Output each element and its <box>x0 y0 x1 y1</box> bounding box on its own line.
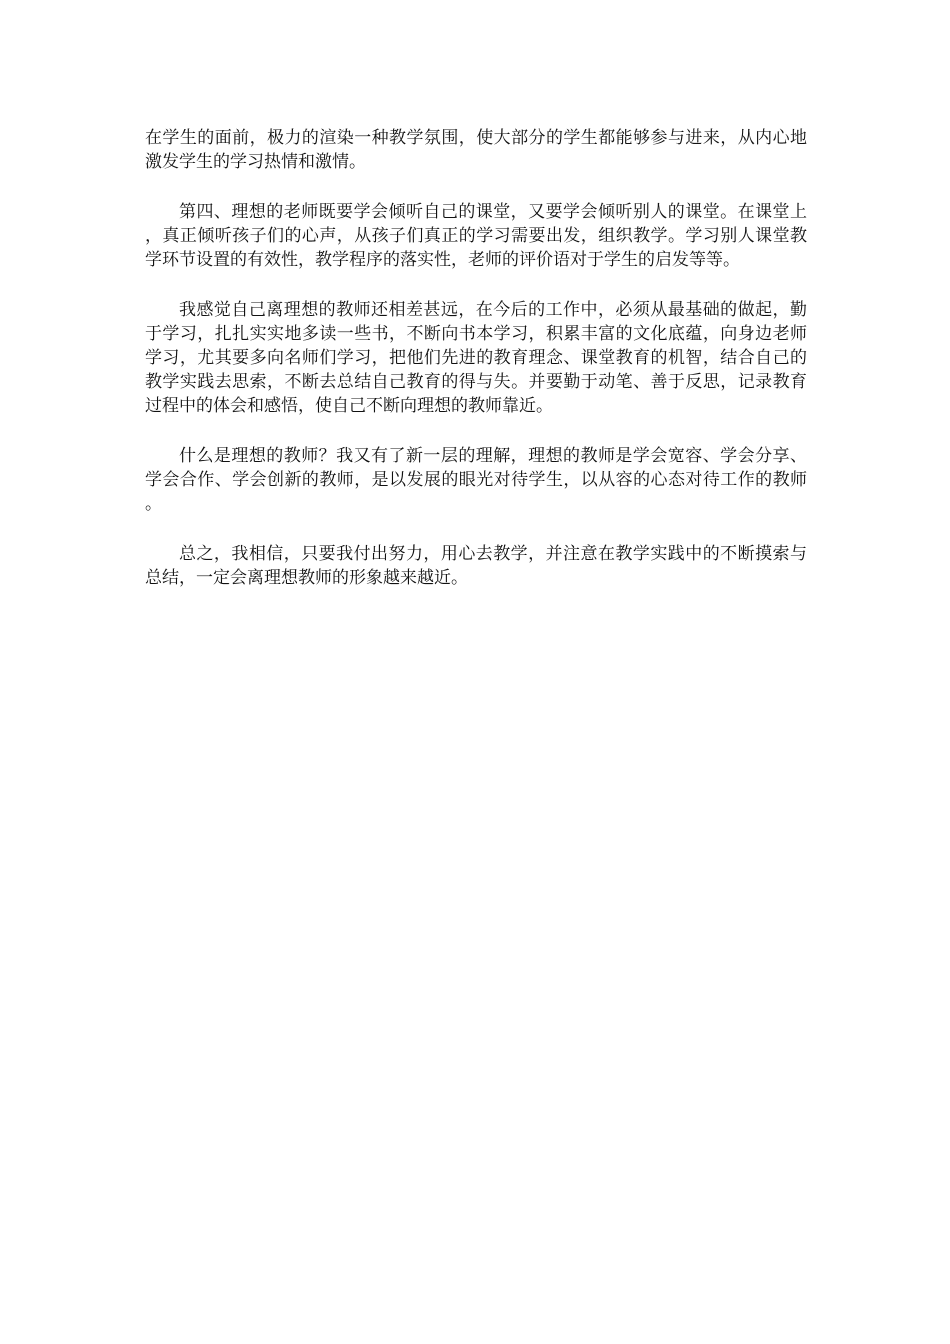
document-body <box>145 126 807 616</box>
paragraph-self-reflection: 我感觉自己离理想的教师还相差甚远，在今后的工作中，必须从最基础的做起，勤于学习，扎扎实实地多读一些书，不断向书本学习，积累丰富的文化底蕴，向身边老师学习，尤其要多向名师们学习，把他们先进的教育理念、课堂教育的机智，结合自己的教学实践去思索，不断去总结自己教育的得与失。并要勤于动笔、善于反思，记录教育过程中的体会和感悟，使自己不断向理想的教师靠近。 <box>145 300 807 416</box>
paragraph-continuation: 在学生的面前，极力的渲染一种教学氛围，使大部分的学生都能够参与进来，从内心地激发学生的学习热情和激情。 <box>145 128 807 172</box>
paragraph-conclusion: 总之，我相信，只要我付出努力，用心去教学，并注意在教学实践中的不断摸索与总结，一定会离理想教师的形象越来越近。 <box>145 544 807 588</box>
paragraph-ideal-teacher: 什么是理想的教师？我又有了新一层的理解，理想的教师是学会宽容、学会分享、学会合作、学会创新的教师，是以发展的眼光对待学生，以从容的心态对待工作的教师。 <box>145 446 807 514</box>
paragraph-listening: 第四、理想的老师既要学会倾听自己的课堂，又要学会倾听别人的课堂。在课堂上，真正倾听孩子们的心声，从孩子们真正的学习需要出发，组织教学。学习别人课堂教学环节设置的有效性，教学程序的落实性，老师的评价语对于学生的启发等等。 <box>145 202 807 270</box>
